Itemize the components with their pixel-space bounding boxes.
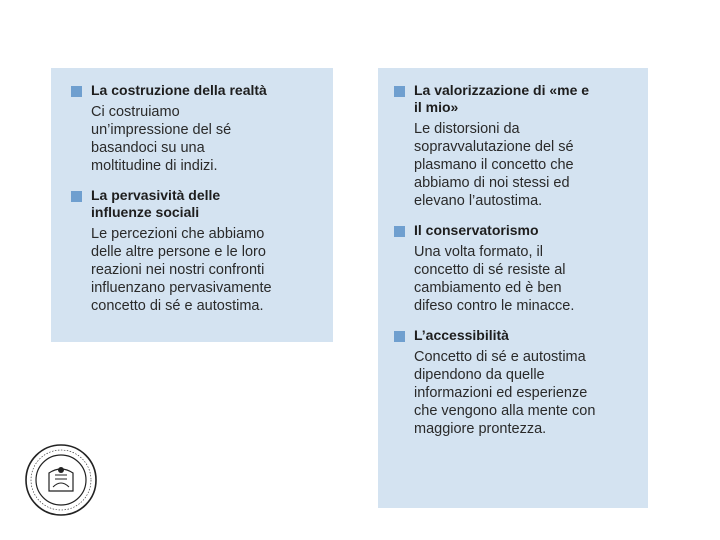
- square-bullet-icon: [394, 226, 405, 237]
- section-valorizzazione: [414, 82, 636, 210]
- section-pervasivita: [91, 187, 321, 315]
- section-heading: L’accessibilità: [414, 327, 509, 343]
- section-conservatorismo: [414, 222, 636, 315]
- square-bullet-icon: [394, 86, 405, 97]
- right-text-panel: [378, 68, 648, 508]
- square-bullet-icon: [71, 86, 82, 97]
- square-bullet-icon: [71, 191, 82, 202]
- section-costruzione-realta: [91, 82, 321, 175]
- section-body: Ci costruiamo un’impressione del sé basandoci su una moltitudine di indizi.: [91, 104, 232, 174]
- section-heading: La valorizzazione di «me e il mio»: [414, 82, 590, 115]
- section-heading: La costruzione della realtà: [91, 82, 267, 98]
- section-heading: Il conservatorismo: [414, 222, 539, 238]
- university-seal-icon: [24, 443, 98, 517]
- section-body: Le percezioni che abbiamo delle altre persone e le loro reazioni nei nostri confronti influenzano pervasivamente concetto di sé e autostima.: [91, 226, 272, 314]
- section-body: Concetto di sé e autostima dipendono da quelle informazioni ed esperienze che vengono alla mente con maggiore prontezza.: [414, 349, 596, 437]
- section-accessibilita: [414, 327, 636, 438]
- section-heading: La pervasività delle influenze sociali: [91, 187, 221, 220]
- section-body: Una volta formato, il concetto di sé resiste al cambiamento ed è ben difeso contro le minacce.: [414, 244, 575, 314]
- square-bullet-icon: [394, 331, 405, 342]
- left-text-panel: [51, 68, 333, 342]
- section-body: Le distorsioni da sopravvalutazione del sé plasmano il concetto che abbiamo di noi stessi ed elevano l’autostima.: [414, 121, 574, 209]
